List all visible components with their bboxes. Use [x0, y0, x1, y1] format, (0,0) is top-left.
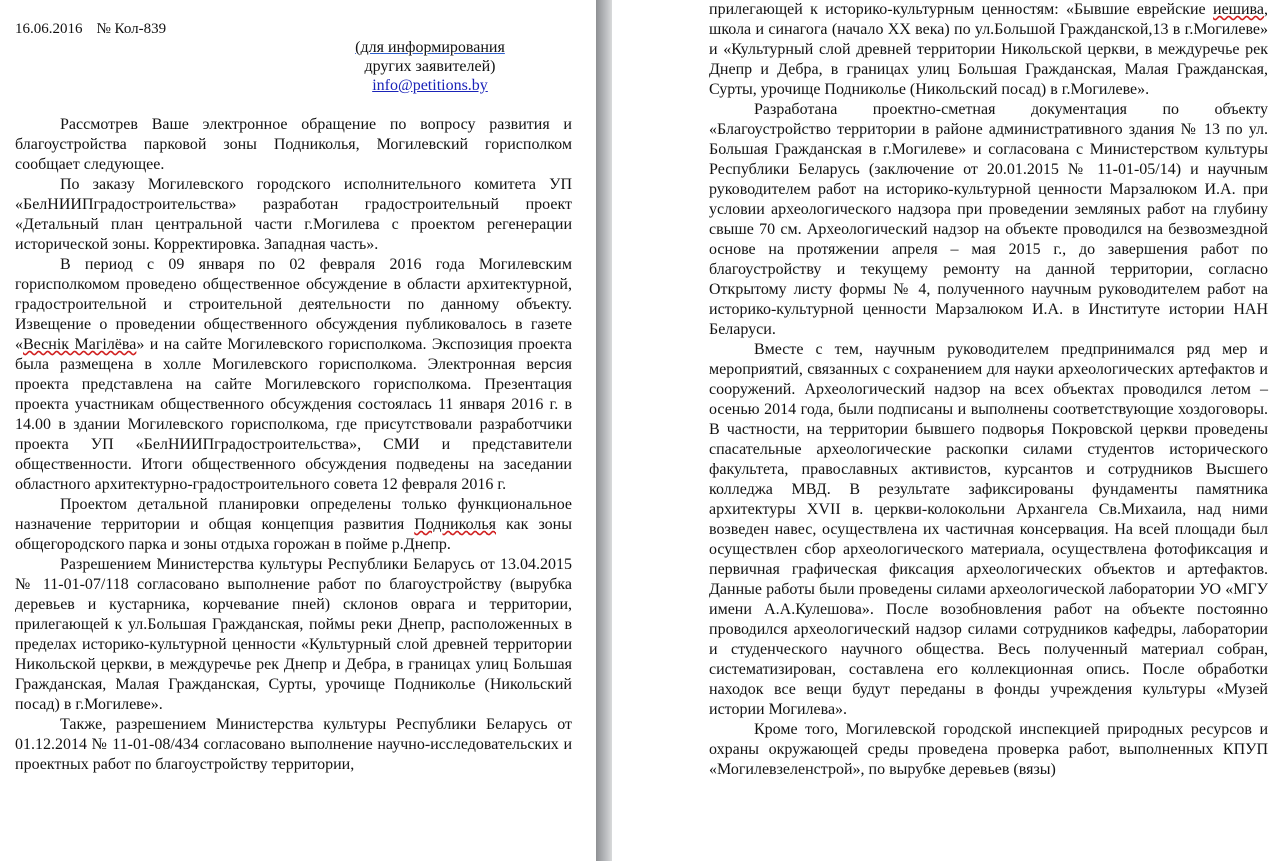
paragraph-documentation: Разработана проектно-сметная документация по объекту «Благоустройство территории в районе административного здания № 13 по ул. Большая Гражданская в г.Могилеве» и согласована с Министерством культуры Республики Беларусь (заключение от 20.01.2015 № 11-01-05/14) и научным руководителем работ на историко-культурной ценности Марзалюком И.А. при условии археологического надзора при проведении земляных работ на глубину свыше 70 см. Археологический надзор на объекте проводился на безвозмездной основе на протяжении апреля – мая 2015 г., до завершения работ по благоустройству и текущему ремонту на данной территории, согласно Открытому листу формы № 4, полученного научным руководителем работ на историко-культурной ценности Марзалюком И.А. в Институте истории НАН Беларуси. — [709, 101, 1268, 338]
page-left — [0, 0, 596, 861]
paragraph-intro: Рассмотрев Ваше электронное обращение по вопросу развития и благоустройства парковой зоны Подниколья, Могилевский горисполком сообщает следующее. — [15, 116, 572, 173]
notice-line-1: (для информирования — [355, 39, 505, 56]
notice-line-2: других заявителей) — [364, 58, 496, 75]
paragraph-permission-2015: Разрешением Министерства культуры Республики Беларусь от 13.04.2015 № 11-01-07/118 согласовано выполнение работ по благоустройству (вырубка деревьев и кустарника, корчевание пней) склонов оврага и территории, прилегающей к ул.Большая Гражданская, поймы реки Днепр, расположенных в пределах историко-культурной ценности «Культурный слой древней территории Никольской церкви, в междуречье рек Днепр и Дебра, в границах улиц Большая Гражданская, Малая Гражданская, Сурты, урочище Подниколье (Никольский посад) в г.Могилеве». — [15, 556, 572, 713]
discussion-text-a: В период с 09 января по 02 февраля 2016 года Могилевским горисполкомом проведено общественное обсуждение в области архитектурной, градостроительной и строительной деятельности по данному объекту. Извещение о проведении общественного обсуждения публиковалось в газете « — [15, 256, 572, 353]
discussion-text-b: » и на сайте Могилевского горисполкома. Экспозиция проекта была размещена в холле Могилевского горисполкома. Электронная версия проекта представлена на сайте Могилевского горисполкома. Презентация проекта участникам общественного обсуждения состоялась 11 января 2016 г. в 14.00 в здании Могилевского горисполкома, где присутствовали разработчики проекта УП «БелНИИПградостроительства», СМИ и представители общественности. Итоги общественного обсуждения подведены на заседании областного архитектурно-градостроительного совета 12 февраля 2016 г. — [15, 336, 573, 493]
paragraph-archaeology: Вместе с тем, научным руководителем предпринимался ряд мер и мероприятий, связанных с сохранением для науки археологических артефактов и сооружений. Археологический надзор на всех объектах проводился летом – осенью 2014 года, были подписаны и выполнены соответствующие хоздоговоры. В частности, на территории бывшего подворья Покровской церкви проведены спасательные археологические раскопки силами студентов исторического факультета, православных активистов, курсантов и сотрудников Высшего колледжа МВД. В результате зафиксированы фундаменты памятника архитектуры XVII в. церкви-колокольни Архангела Св.Михаила, над ними возведен навес, осуществлена их частичная консервация. На всей площади был осуществлен сбор археологического материала, осуществлена фотофиксация и первичная графическая фиксация археологических объектов и артефактов. Данные работы были проведены силами археологической лаборатории УО «МГУ имени А.А.Кулешова». После возобновления работ на объекте постоянно проводился археологический надзор силами сотрудников кафедры, лаборатории и студенческого научного общества. Весь полученный материал собран, систематизирован, составлена его коллекционная опись. После обработки находок все вещи будут переданы в фонды учреждения культуры «Музей истории Могилева». — [709, 341, 1268, 718]
paragraph-project: По заказу Могилевского городского исполнительного комитета УП «БелНИИПградостроительства» разработан градостроительный проект «Детальный план центральной части г.Могилева с проектом регенерации исторической зоны. Корректировка. Западная часть». — [15, 176, 572, 253]
page-right — [612, 0, 1280, 861]
paragraph-continuation — [709, 0, 1268, 100]
paragraph-discussion — [15, 255, 572, 495]
page-gap — [596, 0, 612, 861]
planning-text-a: Проектом детальной планировки определены только функциональное назначение территории и общая концепция развития — [15, 496, 572, 533]
letter-number: № Кол-839 — [96, 21, 167, 37]
spacer — [15, 95, 572, 115]
email-link[interactable]: info@petitions.by — [372, 77, 488, 94]
planning-text-b: как зоны общегородского парка и зоны отдыха горожан в пойме р.Днепр. — [15, 516, 572, 553]
newspaper-name: Веснік Магілёва — [23, 336, 137, 353]
letter-date: 16.06.2016 — [15, 21, 83, 37]
yeshiva-word: иешива — [1213, 1, 1264, 18]
podnikolye-word: Подниколья — [414, 516, 496, 533]
paragraph-planning — [15, 495, 572, 555]
paragraph-permission-2014: Также, разрешением Министерства культуры Республики Беларусь от 01.12.2014 № 11-01-08/434 согласовано выполнение научно-исследовательских и проектных работ по благоустройству территории, — [15, 716, 572, 773]
paragraph-inspection: Кроме того, Могилевской городской инспекцией природных ресурсов и охраны окружающей среды проведена проверка работ, выполненных КПУП «Могилевзеленстрой», по вырубке деревьев (вязы) — [709, 721, 1268, 778]
continuation-text-a: прилегающей к историко-культурным ценностям: «Бывшие еврейские — [709, 1, 1213, 18]
continuation-text-b: , школа и синагога (начало XX века) по ул.Большой Гражданской,13 в г.Могилеве» и «Культурный слой древней территории Никольской церкви, в междуречье рек Днепр и Дебра, в границах улиц Большая Гражданская, Малая Гражданская, Сурты, урочище Подниколье (Никольский посад) в г.Могилеве». — [709, 1, 1268, 98]
notice-block — [340, 38, 520, 95]
letter-header — [15, 20, 572, 38]
